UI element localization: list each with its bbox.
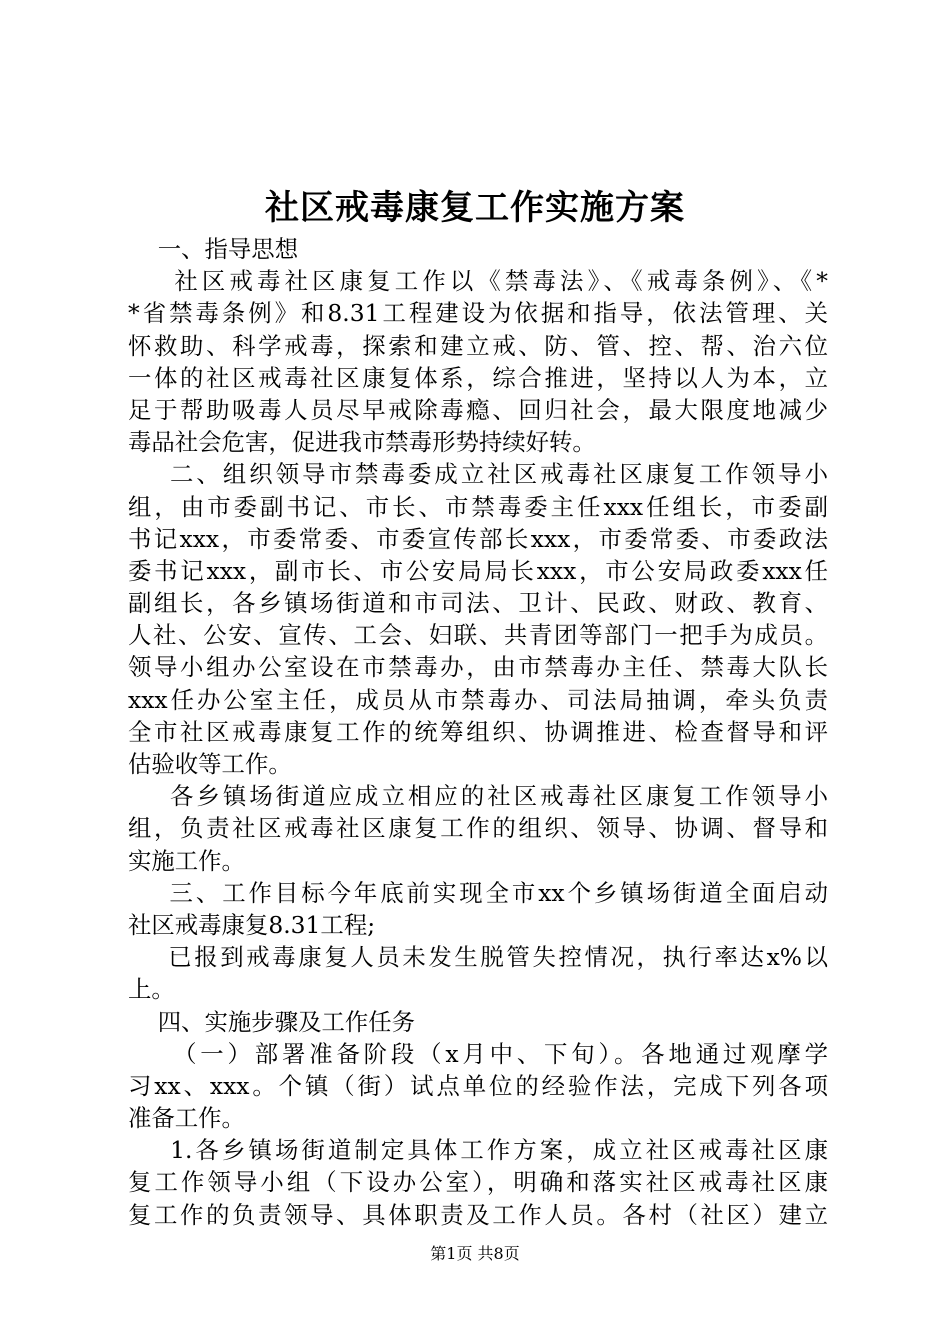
document-body (128, 233, 828, 1231)
text-line: 1.各乡镇场街道制定具体工作方案，成立社区戒毒社区康 (128, 1136, 828, 1165)
text-line: 组，负责社区戒毒社区康复工作的组织、领导、协调、督导和 (128, 814, 828, 843)
text-line: 复工作的负责领导、具体职责及工作人员。各村（社区）建立 (128, 1200, 828, 1229)
text-line: 复工作领导小组（下设办公室），明确和落实社区戒毒社区康 (128, 1168, 828, 1197)
text-line: 全市社区戒毒康复工作的统筹组织、协调推进、检查督导和评 (128, 717, 828, 746)
text-line: 人社、公安、宣传、工会、妇联、共青团等部门一把手为成员。 (128, 621, 828, 650)
text-line: 毒品社会危害，促进我市禁毒形势持续好转。 (128, 428, 596, 457)
text-line: 三、工作目标今年底前实现全市xx个乡镇场街道全面启动 (128, 878, 828, 907)
text-line: 习xx、xxx。个镇（街）试点单位的经验作法，完成下列各项 (128, 1071, 828, 1100)
document-title: 社区戒毒康复工作实施方案 (265, 188, 685, 228)
page-footer: 第1页 共8页 (430, 1244, 520, 1263)
text-line: 委书记xxx，副市长、市公安局局长xxx，市公安局政委xxx任 (128, 556, 828, 585)
text-line: 怀救助、科学戒毒，探索和建立戒、防、管、控、帮、治六位 (128, 331, 828, 360)
text-line: 社区戒毒社区康复工作以《禁毒法》、《戒毒条例》、《* (128, 267, 828, 296)
text-line: 估验收等工作。 (128, 750, 292, 778)
text-line: 一体的社区戒毒社区康复体系，综合推进，坚持以人为本，立 (128, 363, 828, 392)
text-line: （一）部署准备阶段（x月中、下旬）。各地通过观摩学 (128, 1039, 828, 1068)
text-line: 一、指导思想 (128, 235, 299, 263)
text-line: xxx任办公室主任，成员从市禁毒办、司法局抽调，牵头负责 (128, 685, 828, 714)
text-line: 副组长，各乡镇场街道和市司法、卫计、民政、财政、教育、 (128, 589, 828, 618)
text-line: 准备工作。 (128, 1104, 245, 1133)
text-line: 社区戒毒康复8.31工程; (128, 910, 376, 939)
text-line: 足于帮助吸毒人员尽早戒除毒瘾、回归社会，最大限度地减少 (128, 395, 828, 424)
text-line: 二、组织领导市禁毒委成立社区戒毒社区康复工作领导小 (128, 460, 828, 489)
text-line: 上。 (128, 975, 175, 1004)
text-line: 领导小组办公室设在市禁毒办，由市禁毒办主任、禁毒大队长 (128, 653, 828, 682)
text-line: 组，由市委副书记、市长、市禁毒委主任xxx任组长，市委副 (128, 492, 828, 521)
text-line: *省禁毒条例》和8.31工程建设为依据和指导，依法管理、关 (128, 299, 828, 328)
text-line: 已报到戒毒康复人员未发生脱管失控情况，执行率达x%以 (128, 943, 828, 972)
text-line: 四、实施步骤及工作任务 (128, 1007, 416, 1036)
text-line: 书记xxx，市委常委、市委宣传部长xxx，市委常委、市委政法 (128, 524, 828, 553)
text-line: 各乡镇场街道应成立相应的社区戒毒社区康复工作领导小 (128, 782, 828, 811)
text-line: 实施工作。 (128, 846, 245, 875)
